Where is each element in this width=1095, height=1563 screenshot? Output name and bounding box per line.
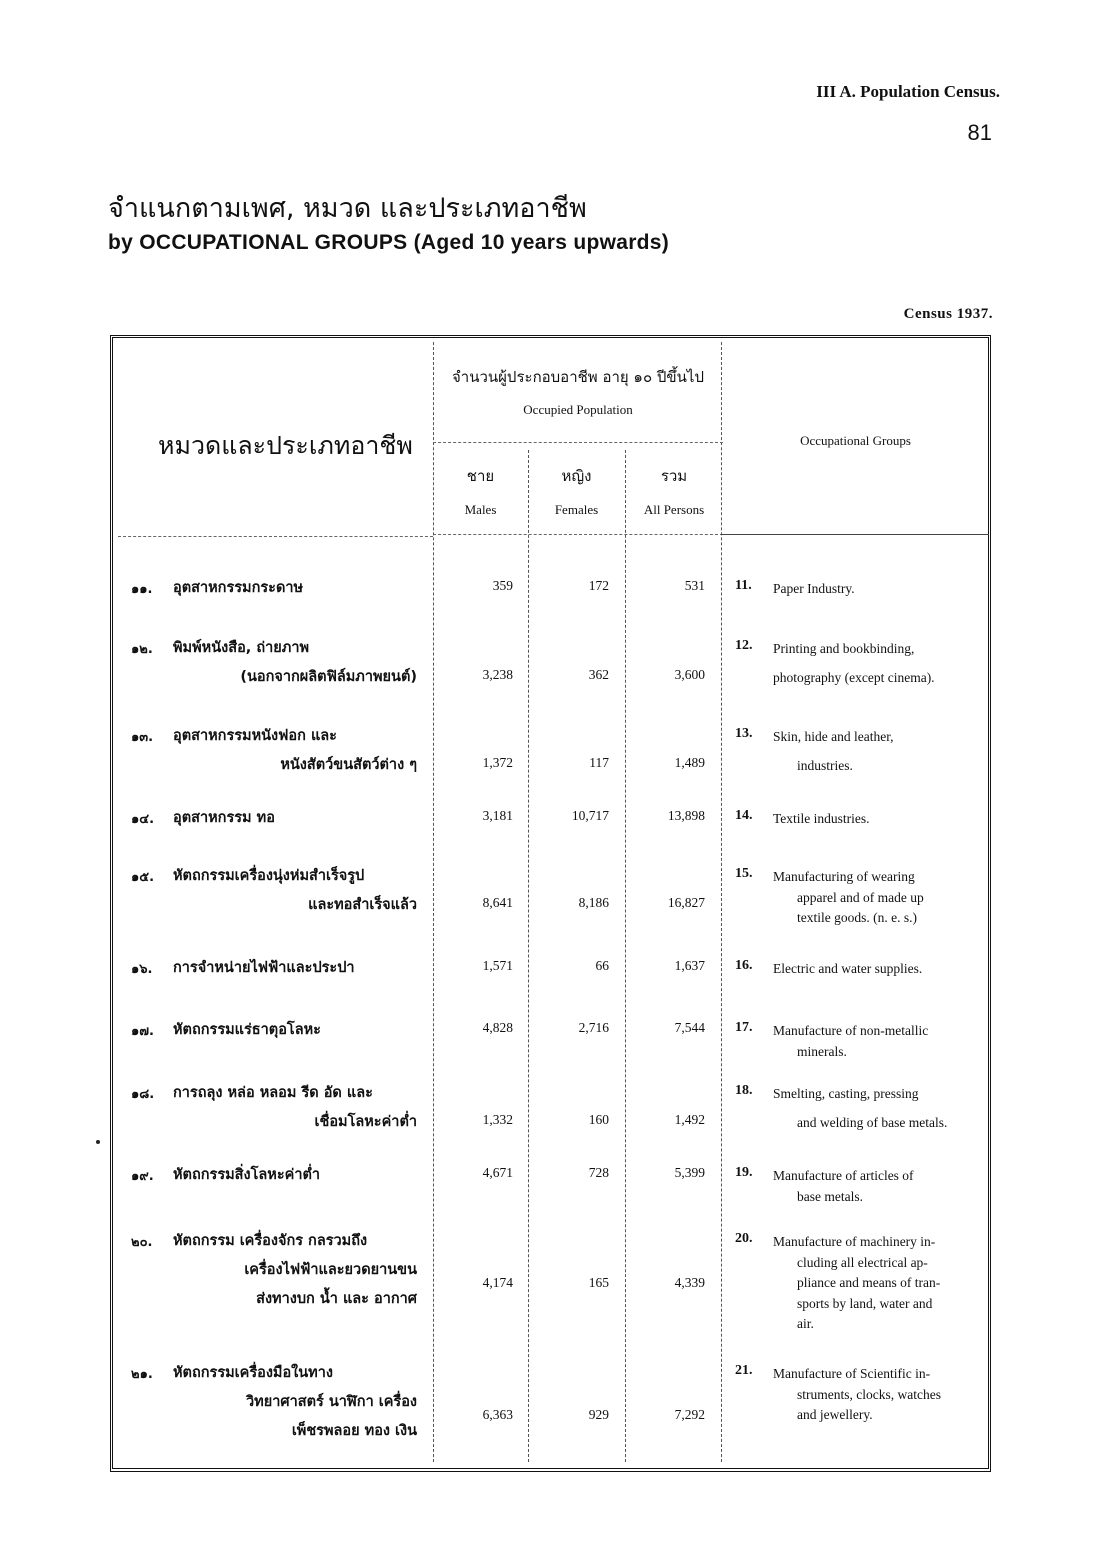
english-row-label: Paper Industry. [773,581,855,596]
english-row-label: Electric and water supplies. [773,961,923,976]
english-row-label: minerals. [797,1044,847,1059]
males-value: 4,174 [482,1275,513,1290]
section-header: III A. Population Census. [816,82,1000,101]
thai-row-index: ๒๑. [131,1367,153,1382]
males-value: 1,372 [482,755,513,770]
thai-row-label: หัตถกรรมสิ่งโลหะค่าต่ำ [173,1167,321,1183]
column-header-occupied-en: Occupied Population [523,402,633,417]
thai-row-index: ๑๗. [131,1024,154,1039]
total-value: 13,898 [667,808,705,823]
total-value: 531 [684,578,705,593]
column-header-occupied-thai: จำนวนผู้ประกอบอาชีพ อายุ ๑๐ ปีขึ้นไป [452,368,704,386]
page-title-thai: จำแนกตามเพศ, หมวด และประเภทอาชีพ [108,193,587,224]
english-row-label: Skin, hide and leather, [773,729,894,744]
thai-row-label: เครื่องไฟฟ้าและยวดยานขน [244,1262,417,1278]
thai-row-label: หัตถกรรม เครื่องจักร กลรวมถึง [173,1233,368,1249]
english-row-index: 15. [735,866,753,881]
males-value: 8,641 [482,895,513,910]
thai-row-label: และทอสำเร็จแล้ว [308,897,417,913]
english-row-index: 16. [735,958,753,973]
thai-row-index: ๑๙. [131,1169,154,1184]
column-header-groups-thai: หมวดและประเภทอาชีพ [158,431,413,460]
english-row-label: Manufacturing of wearing [773,869,915,884]
english-row-index: 13. [735,726,753,741]
english-row-label: struments, clocks, watches [797,1386,941,1402]
english-row-label: sports by land, water and [797,1295,933,1311]
english-row-label: Manufacture of non-metallic [773,1023,929,1038]
thai-row-label: การถลุง หล่อ หลอม รีด อัด และ [173,1085,373,1101]
males-value: 3,181 [482,808,513,823]
english-row-label: textile goods. (n. e. s.) [797,910,917,925]
stray-mark [96,1140,100,1144]
english-row-label: apparel and of made up [797,889,924,905]
total-value: 16,827 [667,895,705,910]
thai-row-label: หัตถกรรมแร่ธาตุอโลหะ [173,1022,321,1038]
english-row-index: 14. [735,808,753,823]
thai-row-index: ๑๑. [131,582,153,597]
english-row-index: 19. [735,1165,753,1180]
thai-row-label: (นอกจากผลิตฟิล์มภาพยนต์) [240,669,417,685]
english-row-label: Manufacture of machinery in- [773,1234,936,1249]
males-value: 6,363 [482,1407,513,1422]
census-table [110,335,991,1472]
thai-row-label: อุตสาหกรรมหนังฟอก และ [173,728,337,744]
males-value: 359 [492,578,513,593]
females-value: 362 [588,667,609,682]
thai-row-label: พิมพ์หนังสือ, ถ่ายภาพ [173,640,310,656]
english-row-label: and welding of base metals. [797,1115,948,1130]
thai-row-index: ๑๕. [131,870,155,885]
females-value: 66 [595,958,609,973]
females-value: 117 [589,755,609,770]
total-value: 7,292 [674,1407,705,1422]
total-value: 4,339 [674,1275,705,1290]
thai-row-label: ส่งทางบก น้ำ และ อากาศ [256,1291,417,1307]
english-row-label: Smelting, casting, pressing [773,1086,919,1101]
english-row-label: Textile industries. [773,811,870,826]
english-row-label: photography (except cinema). [773,670,935,685]
females-value: 8,186 [578,895,609,910]
english-row-label: Printing and bookbinding, [773,641,915,656]
english-row-label: and jewellery. [797,1407,873,1422]
english-row-label: industries. [797,758,853,773]
thai-row-label: อุตสาหกรรมกระดาษ [173,580,304,596]
females-value: 929 [588,1407,609,1422]
column-header-males-en: Males [464,502,497,517]
thai-row-index: ๑๒. [131,642,153,657]
thai-row-index: ๑๔. [131,812,155,827]
column-header-groups-en: Occupational Groups [800,433,911,448]
total-value: 1,492 [674,1112,705,1127]
page-number: 81 [967,120,992,145]
females-value: 2,716 [578,1020,609,1035]
english-row-index: 17. [735,1020,753,1035]
english-row-index: 18. [735,1083,753,1098]
total-value: 7,544 [674,1020,705,1035]
thai-row-label: การจำหน่ายไฟฟ้าและประปา [173,960,355,976]
thai-row-label: หัตถกรรมเครื่องมือในทาง [173,1365,333,1381]
total-value: 5,399 [674,1165,705,1180]
thai-row-label: อุตสาหกรรม ทอ [173,810,275,826]
females-value: 728 [588,1165,609,1180]
males-value: 3,238 [482,667,513,682]
males-value: 1,571 [482,958,513,973]
english-row-label: base metals. [797,1189,863,1204]
english-row-label: Manufacture of Scientific in- [773,1366,931,1381]
total-value: 1,489 [674,755,705,770]
english-row-index: 21. [735,1363,753,1378]
males-value: 1,332 [482,1112,513,1127]
thai-row-index: ๑๖. [131,962,153,977]
english-row-label: cluding all electrical ap- [797,1254,928,1270]
females-value: 10,717 [571,808,609,823]
thai-row-label: หนังสัตว์ขนสัตว์ต่าง ๆ [280,757,417,773]
thai-row-label: วิทยาศาสตร์ นาฬิกา เครื่อง [246,1394,417,1410]
english-row-label: pliance and means of tran- [797,1275,941,1290]
thai-row-label: เพ็ชรพลอย ทอง เงิน [291,1423,417,1439]
females-value: 172 [588,578,609,593]
page-title-english: by OCCUPATIONAL GROUPS (Aged 10 years upwards) [108,231,670,254]
thai-row-index: ๒๐. [131,1235,153,1250]
english-row-index: 12. [735,638,753,653]
total-value: 1,637 [674,958,705,973]
column-header-females-thai: หญิง [561,467,592,485]
column-header-total-thai: รวม [660,467,688,485]
males-value: 4,828 [482,1020,513,1035]
total-value: 3,600 [674,667,705,682]
english-row-index: 20. [735,1231,753,1246]
thai-row-index: ๑๓. [131,730,154,745]
females-value: 165 [588,1275,609,1290]
thai-row-label: เชื่อมโลหะค่าต่ำ [314,1114,417,1130]
thai-row-label: หัตถกรรมเครื่องนุ่งห่มสำเร็จรูป [173,868,365,884]
males-value: 4,671 [482,1165,513,1180]
census-label: Census 1937. [903,306,993,322]
column-header-total-en: All Persons [643,502,705,517]
thai-row-index: ๑๘. [131,1087,155,1102]
english-row-index: 11. [735,578,752,593]
english-row-label: air. [797,1316,814,1331]
column-header-females-en: Females [554,502,599,517]
column-header-males-thai: ชาย [466,467,495,485]
english-row-label: Manufacture of articles of [773,1168,914,1183]
females-value: 160 [588,1112,609,1127]
